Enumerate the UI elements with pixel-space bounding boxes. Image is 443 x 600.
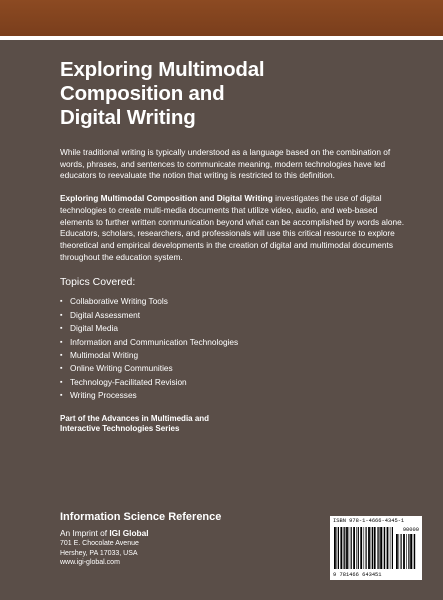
- topic-item: ▪ Information and Communication Technologies: [60, 336, 405, 349]
- topic-item: ▪ Digital Media: [60, 322, 405, 335]
- topic-item: ▪ Technology-Facilitated Revision: [60, 376, 405, 389]
- topic-item: ▪ Multimodal Writing: [60, 349, 405, 362]
- description-book-title: Exploring Multimodal Composition and Digital Writing: [60, 193, 273, 204]
- publisher-block: [60, 510, 280, 568]
- barcode-number: 9 781466 643451: [333, 572, 382, 578]
- series-line-2: Interactive Technologies Series: [60, 424, 180, 434]
- publisher-website: www.igi-global.com: [60, 559, 120, 566]
- topic-item: ▪ Collaborative Writing Tools: [60, 295, 405, 308]
- imprint-prefix: An Imprint of: [60, 528, 110, 538]
- topic-item: ▪ Online Writing Communities: [60, 362, 405, 375]
- title-line-3: Digital Writing: [60, 106, 196, 129]
- isbn-barcode: [330, 516, 422, 580]
- topics-heading: Topics Covered:: [60, 276, 136, 289]
- imprint-name: IGI Global: [109, 528, 149, 538]
- barcode-bars-icon: [334, 527, 394, 569]
- topics-list: [60, 295, 405, 402]
- top-color-band: [0, 0, 443, 36]
- topic-item: ▪ Writing Processes: [60, 389, 405, 402]
- title-line-1: Exploring Multimodal: [60, 58, 265, 81]
- back-cover-content: [60, 58, 405, 435]
- series-note: [60, 414, 405, 435]
- barcode-addon-bars-icon: [396, 534, 418, 569]
- barcode-addon-number: 90000: [402, 527, 419, 533]
- description-paragraph: [60, 193, 405, 263]
- isbn-text: ISBN 978-1-4666-4345-1: [333, 518, 405, 524]
- series-line-1: Part of the Advances in Multimedia and: [60, 413, 210, 423]
- intro-paragraph: While traditional writing is typically understood as a language based on the combination of words, phrases, and sentences to communicate meaning, modern technologies have led educators to reevaluate the notion that writing is restricted to this definition.: [60, 147, 391, 181]
- book-title: [60, 58, 405, 130]
- description-text: investigates the use of digital technologies to create multi-media documents that utilize video, audio, and web-based elements to further written communication beyond what can be accomplished by words alone. Educators, scholars, researchers, and professionals will use this critical resource to explore theoretical and empirical developments in the creation of digital and multimodal documents throughout the education system.: [60, 193, 405, 262]
- address-line-2: Hershey, PA 17033, USA: [60, 549, 138, 557]
- topic-item: ▪ Digital Assessment: [60, 309, 405, 322]
- publisher-name: Information Science Reference: [60, 511, 222, 523]
- top-divider-line: [0, 36, 443, 40]
- address-line-1: 701 E. Chocolate Avenue: [60, 540, 139, 547]
- imprint-line: [60, 528, 280, 539]
- title-line-2: Composition and: [60, 82, 225, 105]
